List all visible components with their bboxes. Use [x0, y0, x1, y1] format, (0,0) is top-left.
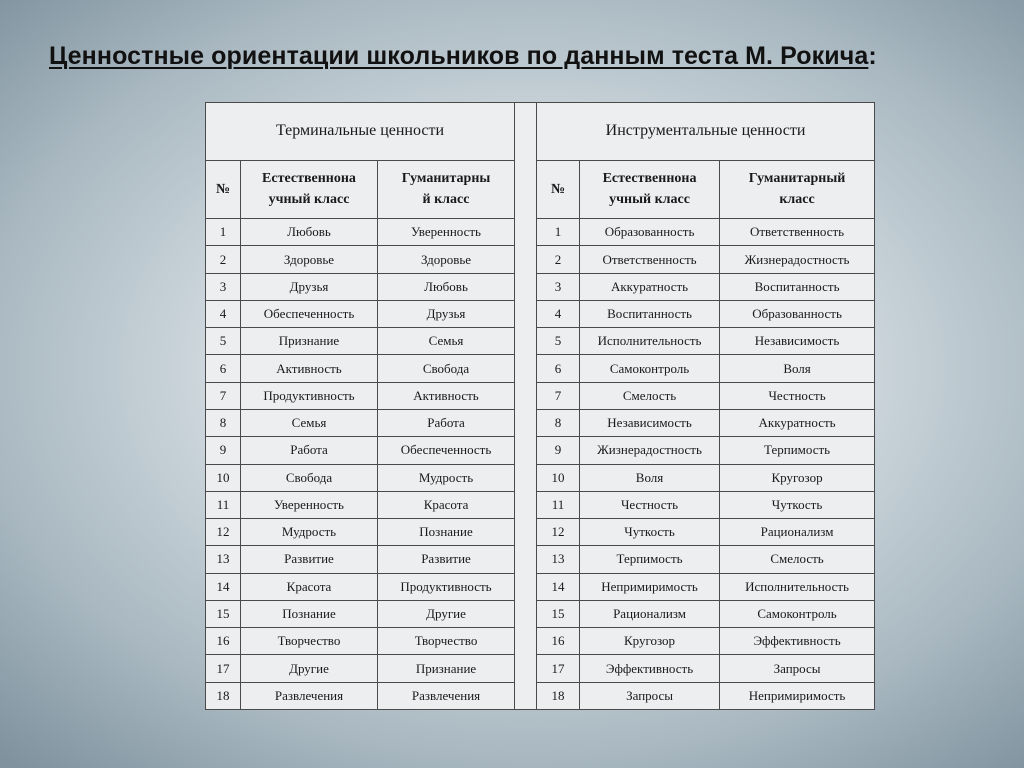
instrumental-science-cell: Терпимость	[580, 546, 720, 573]
terminal-science-cell: Развлечения	[241, 682, 378, 709]
header-line: Гуманитарны	[401, 171, 491, 187]
table-row	[206, 491, 875, 518]
table-row	[206, 682, 875, 709]
instrumental-humanities-cell: Рационализм	[720, 519, 875, 546]
instrumental-rank-cell: 17	[537, 655, 580, 682]
instrumental-rank-cell: 6	[537, 355, 580, 382]
instrumental-rank-cell: 15	[537, 600, 580, 627]
table-row	[206, 628, 875, 655]
instrumental-rank-cell: 11	[537, 491, 580, 518]
terminal-humanities-cell: Уверенность	[378, 219, 515, 246]
instrumental-science-cell: Аккуратность	[580, 273, 720, 300]
terminal-science-cell: Друзья	[241, 273, 378, 300]
group-header-row	[206, 103, 875, 161]
terminal-science-cell: Свобода	[241, 464, 378, 491]
instrumental-rank-cell: 7	[537, 382, 580, 409]
slide-title-colon: :	[868, 42, 877, 70]
instrumental-science-cell: Чуткость	[580, 519, 720, 546]
instrumental-science-cell: Непримиримость	[580, 573, 720, 600]
terminal-humanities-cell: Семья	[378, 328, 515, 355]
terminal-humanities-cell: Любовь	[378, 273, 515, 300]
header-line: Естественнона	[262, 171, 356, 187]
instrumental-humanities-cell: Образованность	[720, 300, 875, 327]
instrumental-science-cell: Самоконтроль	[580, 355, 720, 382]
instrumental-science-cell: Жизнерадостность	[580, 437, 720, 464]
terminal-humanities-cell: Здоровье	[378, 246, 515, 273]
column-separator	[515, 103, 537, 710]
instrumental-rank-cell: 5	[537, 328, 580, 355]
terminal-humanities-cell: Другие	[378, 600, 515, 627]
instrumental-humanities-cell: Воспитанность	[720, 273, 875, 300]
terminal-humanities-cell: Развлечения	[378, 682, 515, 709]
table-row	[206, 328, 875, 355]
instrumental-rank-cell: 14	[537, 573, 580, 600]
table-row	[206, 273, 875, 300]
terminal-humanities-cell: Друзья	[378, 300, 515, 327]
terminal-science-cell: Продуктивность	[241, 382, 378, 409]
terminal-humanities-cell: Работа	[378, 410, 515, 437]
terminal-rank-cell: 3	[206, 273, 241, 300]
terminal-rank-cell: 10	[206, 464, 241, 491]
table-row	[206, 355, 875, 382]
table-row	[206, 573, 875, 600]
instrumental-science-cell: Исполнительность	[580, 328, 720, 355]
instrumental-rank-cell: 3	[537, 273, 580, 300]
terminal-rank-cell: 12	[206, 519, 241, 546]
instrumental-rank-cell: 13	[537, 546, 580, 573]
instrumental-rank-cell: 12	[537, 519, 580, 546]
table-row	[206, 437, 875, 464]
terminal-rank-cell: 18	[206, 682, 241, 709]
terminal-rank-cell: 6	[206, 355, 241, 382]
terminal-science-cell: Творчество	[241, 628, 378, 655]
terminal-science-cell: Признание	[241, 328, 378, 355]
instrumental-humanities-cell: Самоконтроль	[720, 600, 875, 627]
terminal-humanities-cell: Творчество	[378, 628, 515, 655]
instrumental-humanities-cell: Аккуратность	[720, 410, 875, 437]
terminal-science-cell: Мудрость	[241, 519, 378, 546]
instrumental-rank-cell: 18	[537, 682, 580, 709]
terminal-humanities-cell: Познание	[378, 519, 515, 546]
table-row	[206, 519, 875, 546]
table-row	[206, 382, 875, 409]
table-row	[206, 655, 875, 682]
instrumental-science-cell: Независимость	[580, 410, 720, 437]
header-line: учный класс	[609, 192, 690, 208]
instrumental-rank-cell: 8	[537, 410, 580, 437]
instrumental-science-cell: Запросы	[580, 682, 720, 709]
terminal-humanities-cell: Обеспеченность	[378, 437, 515, 464]
terminal-rank-cell: 8	[206, 410, 241, 437]
table-row	[206, 410, 875, 437]
terminal-science-cell: Активность	[241, 355, 378, 382]
instrumental-rank-cell: 4	[537, 300, 580, 327]
instrumental-science-cell: Рационализм	[580, 600, 720, 627]
instrumental-humanities-cell: Терпимость	[720, 437, 875, 464]
instrumental-science-cell: Ответственность	[580, 246, 720, 273]
terminal-rank-cell: 1	[206, 219, 241, 246]
instrumental-humanities-cell: Чуткость	[720, 491, 875, 518]
table-row	[206, 600, 875, 627]
terminal-humanities-header	[378, 160, 515, 219]
instrumental-science-cell: Воля	[580, 464, 720, 491]
instrumental-humanities-header	[720, 160, 875, 219]
terminal-rank-cell: 2	[206, 246, 241, 273]
slide-title-text: Ценностные ориентации школьников по данным теста М. Рокича	[49, 42, 869, 70]
instrumental-humanities-cell: Воля	[720, 355, 875, 382]
instrumental-values-header: Инструментальные ценности	[537, 103, 875, 161]
instrumental-science-cell: Честность	[580, 491, 720, 518]
instrumental-humanities-cell: Исполнительность	[720, 573, 875, 600]
terminal-science-cell: Другие	[241, 655, 378, 682]
terminal-science-cell: Семья	[241, 410, 378, 437]
header-line: Гуманитарный	[748, 171, 846, 187]
instrumental-rank-cell: 16	[537, 628, 580, 655]
instrumental-science-cell: Эффективность	[580, 655, 720, 682]
table-row	[206, 300, 875, 327]
terminal-values-header: Терминальные ценности	[206, 103, 515, 161]
instrumental-rank-cell: 1	[537, 219, 580, 246]
instrumental-humanities-cell: Независимость	[720, 328, 875, 355]
terminal-rank-cell: 17	[206, 655, 241, 682]
instrumental-humanities-cell: Непримиримость	[720, 682, 875, 709]
instrumental-humanities-cell: Смелость	[720, 546, 875, 573]
terminal-rank-cell: 7	[206, 382, 241, 409]
header-line: учный класс	[268, 192, 350, 208]
terminal-science-cell: Здоровье	[241, 246, 378, 273]
terminal-rank-cell: 11	[206, 491, 241, 518]
instrumental-science-cell: Воспитанность	[580, 300, 720, 327]
terminal-rank-cell: 4	[206, 300, 241, 327]
table-row	[206, 219, 875, 246]
instrumental-humanities-cell: Честность	[720, 382, 875, 409]
terminal-rank-cell: 9	[206, 437, 241, 464]
terminal-science-header	[241, 160, 378, 219]
instrumental-rank-cell: 2	[537, 246, 580, 273]
instrumental-science-cell: Образованность	[580, 219, 720, 246]
terminal-humanities-cell: Продуктивность	[378, 573, 515, 600]
instrumental-humanities-cell: Ответственность	[720, 219, 875, 246]
instrumental-num-header: №	[537, 160, 580, 219]
terminal-science-cell: Развитие	[241, 546, 378, 573]
instrumental-science-header	[580, 160, 720, 219]
table-row	[206, 464, 875, 491]
table-row	[206, 546, 875, 573]
slide-title	[49, 42, 877, 71]
terminal-rank-cell: 5	[206, 328, 241, 355]
terminal-rank-cell: 13	[206, 546, 241, 573]
terminal-humanities-cell: Активность	[378, 382, 515, 409]
values-table	[205, 102, 875, 710]
instrumental-science-cell: Смелость	[580, 382, 720, 409]
terminal-humanities-cell: Красота	[378, 491, 515, 518]
terminal-rank-cell: 14	[206, 573, 241, 600]
terminal-science-cell: Обеспеченность	[241, 300, 378, 327]
instrumental-humanities-cell: Кругозор	[720, 464, 875, 491]
terminal-humanities-cell: Свобода	[378, 355, 515, 382]
terminal-humanities-cell: Мудрость	[378, 464, 515, 491]
header-line: й класс	[422, 192, 470, 208]
header-line: класс	[779, 192, 815, 208]
terminal-science-cell: Любовь	[241, 219, 378, 246]
instrumental-science-cell: Кругозор	[580, 628, 720, 655]
instrumental-rank-cell: 9	[537, 437, 580, 464]
instrumental-rank-cell: 10	[537, 464, 580, 491]
column-header-row	[206, 160, 875, 219]
terminal-science-cell: Уверенность	[241, 491, 378, 518]
terminal-science-cell: Работа	[241, 437, 378, 464]
instrumental-humanities-cell: Жизнерадостность	[720, 246, 875, 273]
table-row	[206, 246, 875, 273]
terminal-rank-cell: 16	[206, 628, 241, 655]
terminal-num-header: №	[206, 160, 241, 219]
terminal-humanities-cell: Признание	[378, 655, 515, 682]
terminal-rank-cell: 15	[206, 600, 241, 627]
instrumental-humanities-cell: Запросы	[720, 655, 875, 682]
terminal-science-cell: Красота	[241, 573, 378, 600]
instrumental-humanities-cell: Эффективность	[720, 628, 875, 655]
terminal-science-cell: Познание	[241, 600, 378, 627]
terminal-humanities-cell: Развитие	[378, 546, 515, 573]
header-line: Естественнона	[602, 171, 697, 187]
